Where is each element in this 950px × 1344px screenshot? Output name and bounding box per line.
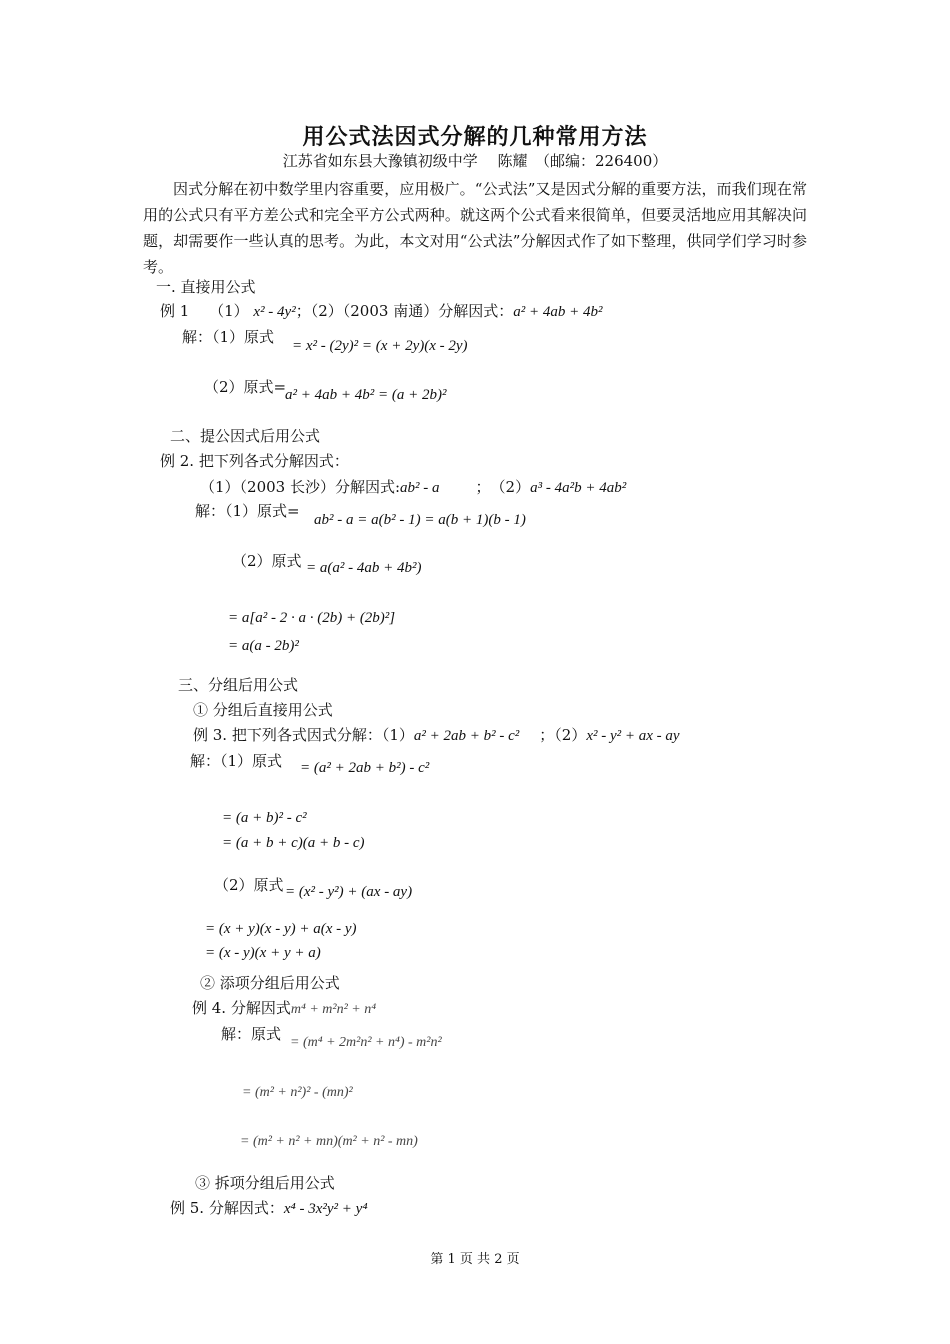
page-footer: 第 1 页 共 2 页 bbox=[430, 1252, 520, 1267]
example-1-label: 例 1 （1） bbox=[160, 302, 254, 320]
example-2-part-1: （1）（2003 长沙）分解因式: bbox=[200, 478, 401, 496]
example-3-solution-1-step-3: = (a + b + c)(a + b - c) bbox=[222, 835, 365, 851]
example-1-solution-1-label: 解：（1）原式 bbox=[182, 328, 275, 346]
example-4-solution-step-1: = (m⁴ + 2m²n² + n⁴) - m²n² bbox=[290, 1035, 442, 1050]
example-3-expr-2: x² - y² + ax - ay bbox=[586, 728, 680, 744]
example-3-solution-1-step-1: = (a² + 2ab + b²) - c² bbox=[300, 760, 430, 776]
example-2: 例 2. 把下列各式分解因式： bbox=[160, 452, 349, 470]
example-2-expr-1: ab² - a bbox=[400, 480, 440, 496]
subsection-3-heading: ③ 拆项分组后用公式 bbox=[195, 1174, 335, 1192]
example-2-solution-2-step-2: = a[a² - 2 · a · (2b) + (2b)²] bbox=[228, 610, 396, 626]
example-3-solution-2-step-3: = (x - y)(x + y + a) bbox=[205, 945, 321, 961]
example-4-solution-label: 解：原式 bbox=[221, 1025, 282, 1043]
example-3-solution-1-step-2: = (a + b)² - c² bbox=[222, 810, 307, 826]
example-3-solution-1-label: 解：（1）原式 bbox=[190, 752, 283, 770]
example-3-solution-2-step-2: = (x + y)(x - y) + a(x - y) bbox=[205, 921, 357, 937]
example-1-expr-1: x² - 4y² bbox=[253, 304, 296, 320]
example-2-sep: ； （2） bbox=[475, 478, 531, 496]
example-4 bbox=[192, 997, 376, 1018]
example-3-sep: ；（2） bbox=[539, 726, 587, 744]
example-3 bbox=[193, 724, 680, 745]
section-1-heading: 一. 直接用公式 bbox=[156, 278, 256, 296]
example-1-solution-1: = x² - (2y)² = (x + 2y)(x - 2y) bbox=[292, 338, 468, 354]
intro-text: 因式分解在初中数学里内容重要，应用极广。“公式法”又是因式分解的重要方法，而我们现在常用的公式只有平方差公式和完全平方公式两种。就这两个公式看来很简单，但要灵活地应用其解决问题，却需要作一些认真的思考。为此，本文对用“公式法”分解因式作了如下整理，供同学们学习时参考。 bbox=[143, 180, 807, 276]
section-3-heading: 三、分组后用公式 bbox=[178, 676, 299, 694]
example-2-solution-2-step-3: = a(a - 2b)² bbox=[228, 638, 299, 654]
example-1 bbox=[160, 300, 602, 321]
example-3-solution-2-step-1: = (x² - y²) + (ax - ay) bbox=[285, 884, 413, 900]
subsection-2-heading: ② 添项分组后用公式 bbox=[200, 974, 340, 992]
example-1-solution-2-label: （2）原式= bbox=[204, 378, 287, 396]
example-4-solution-step-3: = (m² + n² + mn)(m² + n² - mn) bbox=[240, 1134, 418, 1149]
intro-paragraph bbox=[143, 176, 807, 280]
example-1-mid: ；（2）（2003 南通）分解因式： bbox=[295, 302, 514, 320]
subsection-1-heading: ① 分组后直接用公式 bbox=[193, 701, 333, 719]
example-1-expr-2: a² + 4ab + 4b² bbox=[513, 304, 603, 320]
example-4-expr: m⁴ + m²n² + n⁴ bbox=[290, 1002, 377, 1017]
example-1-solution-2: a² + 4ab + 4b² = (a + 2b)² bbox=[285, 387, 447, 403]
example-5-label: 例 5. 分解因式： bbox=[170, 1199, 284, 1217]
author-byline: 江苏省如东县大豫镇初级中学 陈耀 （邮编：226400） bbox=[282, 152, 668, 170]
example-4-solution-step-2: = (m² + n²)² - (mn)² bbox=[242, 1085, 353, 1100]
example-2-solution-2-label: （2）原式 bbox=[232, 552, 302, 570]
example-2-expr-2: a³ - 4a²b + 4ab² bbox=[530, 480, 627, 496]
example-5-expr: x⁴ - 3x²y² + y⁴ bbox=[283, 1201, 368, 1217]
example-2-solution-2-step-1: = a(a² - 4ab + 4b²) bbox=[306, 560, 422, 576]
example-2-solution-1-label: 解：（1）原式= bbox=[195, 502, 300, 520]
example-3-solution-2-label: （2）原式 bbox=[214, 876, 284, 894]
example-5 bbox=[170, 1197, 368, 1218]
example-2-solution-1: ab² - a = a(b² - 1) = a(b + 1)(b - 1) bbox=[314, 512, 526, 528]
example-4-label: 例 4. 分解因式 bbox=[192, 999, 291, 1017]
example-3-expr-1: a² + 2ab + b² - c² bbox=[413, 728, 520, 744]
section-2-heading: 二、提公因式后用公式 bbox=[170, 427, 321, 445]
page-title: 用公式法因式分解的几种常用方法 bbox=[302, 124, 648, 150]
example-3-label: 例 3. 把下列各式因式分解：（1） bbox=[193, 726, 414, 744]
example-2-problem bbox=[200, 476, 626, 497]
